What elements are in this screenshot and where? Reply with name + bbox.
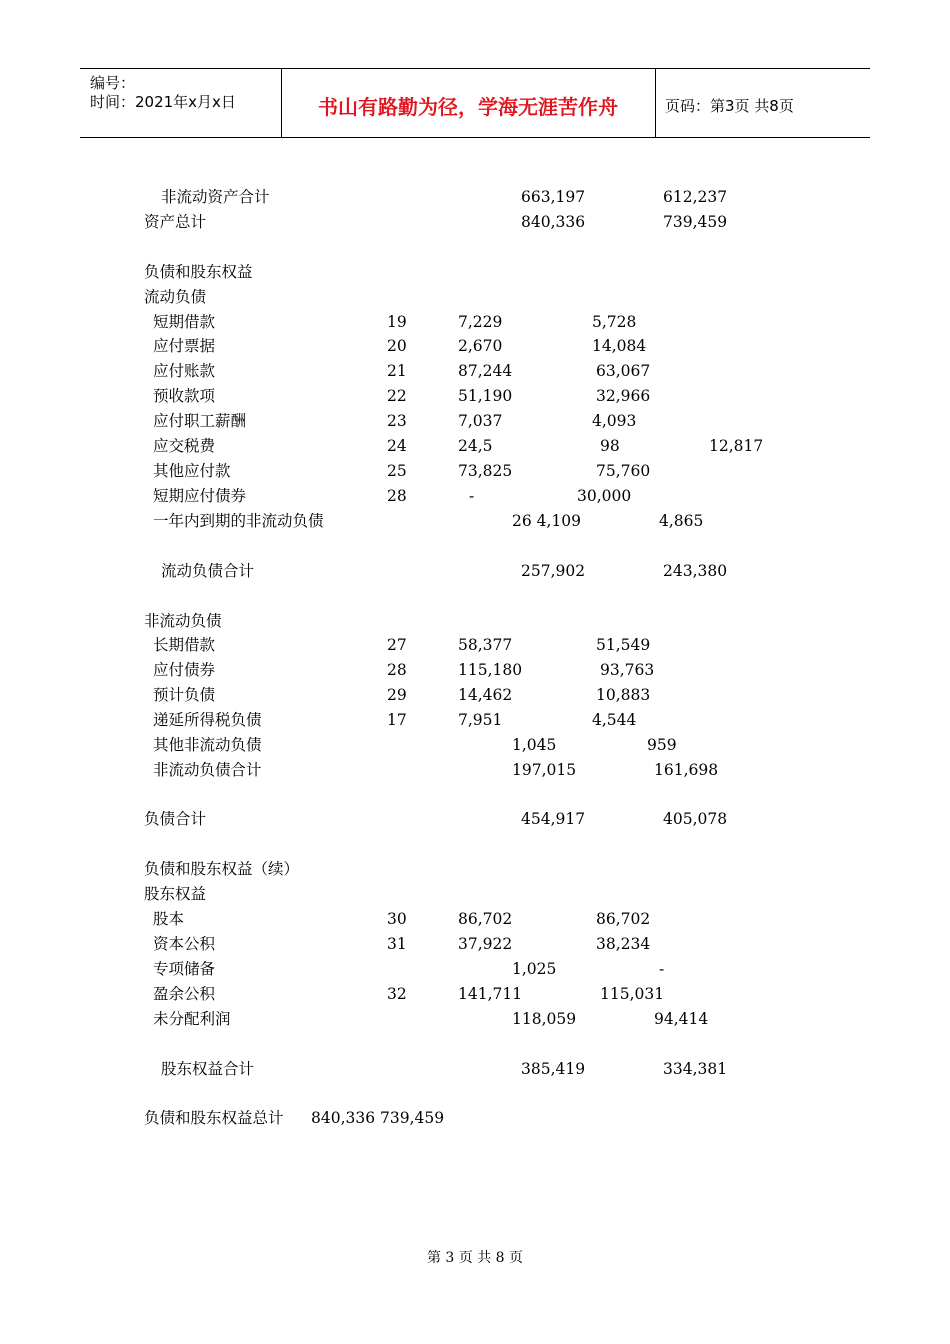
- value-current: 2,670: [458, 337, 503, 355]
- value-current: 58,377: [458, 636, 513, 654]
- value-prior: 243,380: [663, 562, 728, 580]
- header-motto: 书山有路勤为径，学海无涯苦作舟: [318, 95, 618, 119]
- row-label: 未分配利润: [153, 1010, 231, 1028]
- value-prior: 959: [647, 736, 677, 754]
- value-current: 26 4,109: [512, 512, 582, 530]
- value-current: 86,702: [458, 910, 513, 928]
- note-number: 32: [387, 985, 407, 1003]
- note-number: 21: [387, 362, 407, 380]
- value-current: 1,045: [512, 736, 557, 754]
- table-row: [0, 436, 950, 460]
- value-current: -: [469, 487, 475, 505]
- value-prior: 4,865: [659, 512, 704, 530]
- value-prior: 94,414: [654, 1010, 709, 1028]
- value-prior: 10,883: [596, 686, 651, 704]
- table-row: [0, 262, 950, 286]
- value-current: 454,917: [521, 810, 586, 828]
- row-label: 其他应付款: [153, 462, 231, 480]
- note-number: 30: [387, 910, 407, 928]
- value-prior: 4,093: [592, 412, 637, 430]
- table-row: [0, 336, 950, 360]
- row-label: 负债和股东权益（续）: [144, 860, 300, 878]
- table-row: [0, 809, 950, 833]
- row-label: 一年内到期的非流动负债: [153, 512, 324, 530]
- value-current: 257,902: [521, 562, 586, 580]
- value-prior: 98: [600, 437, 620, 455]
- note-number: 24: [387, 437, 407, 455]
- value-prior: 75,760: [596, 462, 651, 480]
- value-prior: 161,698: [654, 761, 719, 779]
- table-row: [0, 909, 950, 933]
- table-row: [0, 735, 950, 759]
- value-current: 73,825: [458, 462, 513, 480]
- table-row: [0, 760, 950, 784]
- note-number: 20: [387, 337, 407, 355]
- table-row: [0, 934, 950, 958]
- table-row: [0, 561, 950, 585]
- table-row: [0, 660, 950, 684]
- table-row: [0, 884, 950, 908]
- table-row: [0, 635, 950, 659]
- document-number: 编号：: [90, 74, 136, 92]
- value-prior: 63,067: [596, 362, 651, 380]
- page-header: [80, 68, 870, 138]
- value-prior: 334,381: [663, 1060, 728, 1078]
- table-row: [0, 859, 950, 883]
- document-time: 时间：2021年x月x日: [90, 93, 236, 111]
- value-prior: 38,234: [596, 935, 651, 953]
- row-label: 流动负债合计: [161, 562, 255, 580]
- row-label: 应付票据: [153, 337, 216, 355]
- row-label: 应付债券: [153, 661, 216, 679]
- table-row: [0, 386, 950, 410]
- table-row: [0, 212, 950, 236]
- row-label: 短期借款: [153, 313, 216, 331]
- table-row: [0, 710, 950, 734]
- table-row: [0, 411, 950, 435]
- value-prior: 51,549: [596, 636, 651, 654]
- value-prior: 93,763: [600, 661, 655, 679]
- value-current: 51,190: [458, 387, 513, 405]
- table-row: [0, 361, 950, 385]
- value-current: 7,037: [458, 412, 503, 430]
- row-label: 非流动资产合计: [161, 188, 270, 206]
- row-label: 应付职工薪酬: [153, 412, 247, 430]
- row-label: 股东权益: [144, 885, 207, 903]
- row-label: 专项储备: [153, 960, 216, 978]
- table-row: [0, 312, 950, 336]
- note-number: 17: [387, 711, 407, 729]
- value-current: 385,419: [521, 1060, 586, 1078]
- table-row: [0, 187, 950, 211]
- value-extra: 12,817: [709, 437, 764, 455]
- value-current: 37,922: [458, 935, 513, 953]
- table-row: [0, 984, 950, 1008]
- table-row: [0, 1059, 950, 1083]
- note-number: 27: [387, 636, 407, 654]
- row-label: 非流动负债: [144, 612, 222, 630]
- table-row: [0, 611, 950, 635]
- row-label: 资产总计: [144, 213, 207, 231]
- row-label: 流动负债: [144, 288, 207, 306]
- value-current: 87,244: [458, 362, 513, 380]
- value-current: 197,015: [512, 761, 577, 779]
- value-current: 118,059: [512, 1010, 577, 1028]
- row-label: 股东权益合计: [161, 1060, 255, 1078]
- value-prior: 405,078: [663, 810, 728, 828]
- table-row: [0, 685, 950, 709]
- table-row: [0, 511, 950, 535]
- row-label: 非流动负债合计: [153, 761, 262, 779]
- value-current: 7,951: [458, 711, 503, 729]
- value-prior: 739,459: [663, 213, 728, 231]
- value-current: 7,229: [458, 313, 503, 331]
- value-prior: 86,702: [596, 910, 651, 928]
- table-row: [0, 1108, 950, 1132]
- table-row: [0, 486, 950, 510]
- value-prior: 115,031: [600, 985, 665, 1003]
- note-number: 28: [387, 661, 407, 679]
- value-current: 24,5: [458, 437, 493, 455]
- row-label: 资本公积: [153, 935, 216, 953]
- row-label: 应交税费: [153, 437, 216, 455]
- row-label: 负债和股东权益总计: [144, 1109, 284, 1127]
- value-prior: 612,237: [663, 188, 728, 206]
- table-row: [0, 461, 950, 485]
- value-current: 840,336: [521, 213, 586, 231]
- row-label: 股本: [153, 910, 185, 928]
- value-current: 14,462: [458, 686, 513, 704]
- row-label: 负债和股东权益: [144, 263, 253, 281]
- value-prior: 4,544: [592, 711, 637, 729]
- note-number: 31: [387, 935, 407, 953]
- value-current: 141,711: [458, 985, 523, 1003]
- row-label: 递延所得税负债: [153, 711, 262, 729]
- row-label: 盈余公积: [153, 985, 216, 1003]
- row-label: 其他非流动负债: [153, 736, 262, 754]
- page-info: 页码：第3页 共8页: [665, 97, 794, 115]
- value-current: 663,197: [521, 188, 586, 206]
- note-number: 25: [387, 462, 407, 480]
- value-prior: 14,084: [592, 337, 647, 355]
- value-current: 1,025: [512, 960, 557, 978]
- value-prior: 30,000: [577, 487, 632, 505]
- note-number: 19: [387, 313, 407, 331]
- row-label: 长期借款: [153, 636, 216, 654]
- value-current: 840,336 739,459: [311, 1109, 445, 1127]
- note-number: 28: [387, 487, 407, 505]
- row-label: 预收款项: [153, 387, 216, 405]
- row-label: 负债合计: [144, 810, 207, 828]
- note-number: 22: [387, 387, 407, 405]
- value-prior: 5,728: [592, 313, 637, 331]
- row-label: 应付账款: [153, 362, 216, 380]
- value-prior: -: [659, 960, 665, 978]
- table-row: [0, 1009, 950, 1033]
- page-footer: 第 3 页 共 8 页: [426, 1250, 524, 1266]
- note-number: 29: [387, 686, 407, 704]
- value-prior: 32,966: [596, 387, 651, 405]
- row-label: 预计负债: [153, 686, 216, 704]
- table-row: [0, 959, 950, 983]
- row-label: 短期应付债券: [153, 487, 247, 505]
- table-row: [0, 287, 950, 311]
- header-divider: [655, 69, 656, 137]
- value-current: 115,180: [458, 661, 523, 679]
- note-number: 23: [387, 412, 407, 430]
